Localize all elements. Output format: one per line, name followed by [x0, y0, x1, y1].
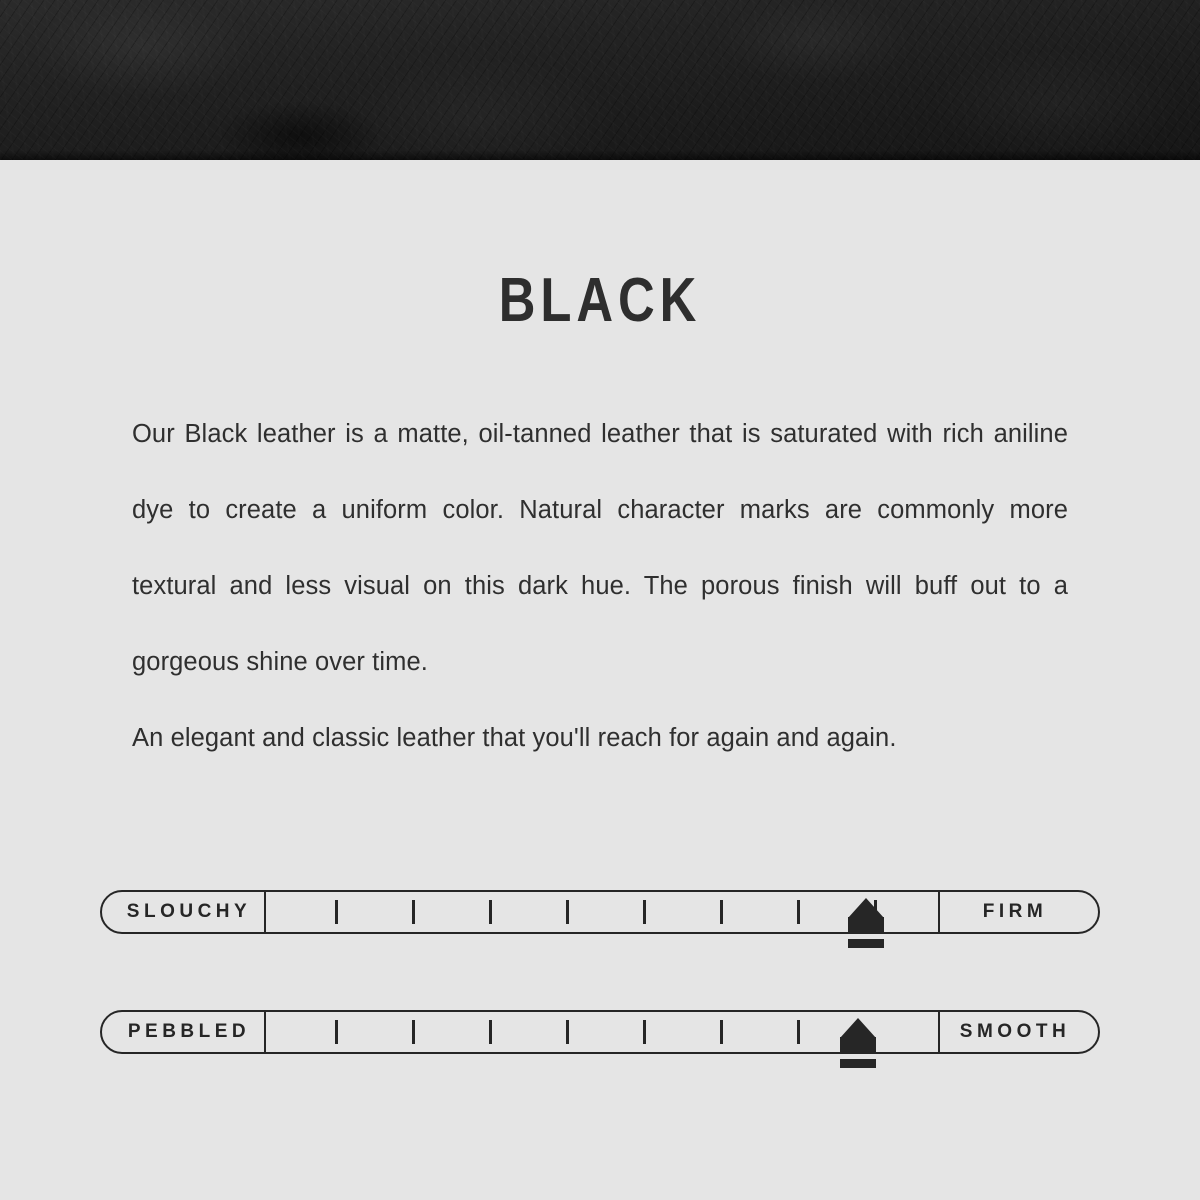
thumb-arrow-icon	[848, 898, 884, 918]
slider-left-label: SLOUCHY	[100, 890, 266, 934]
slider-tick	[335, 900, 338, 924]
slider-tick	[566, 1020, 569, 1044]
page-title: BLACK	[498, 266, 702, 335]
slider-tick	[797, 1020, 800, 1044]
slider-firmness[interactable]	[0, 880, 1200, 976]
swatch-edge-shadow	[0, 150, 1200, 160]
thumb-foot	[840, 1059, 876, 1068]
slider-tick	[335, 1020, 338, 1044]
slider-tick	[566, 900, 569, 924]
thumb-arrow-icon	[840, 1018, 876, 1038]
slider-tick	[643, 900, 646, 924]
attribute-sliders	[0, 880, 1200, 1096]
thumb-foot	[848, 939, 884, 948]
thumb-body	[840, 1037, 876, 1054]
slider-right-label: FIRM	[938, 890, 1100, 934]
slider-tick	[489, 1020, 492, 1044]
slider-right-label: SMOOTH	[938, 1010, 1100, 1054]
slider-tick	[489, 900, 492, 924]
slider-thumb[interactable]	[848, 898, 884, 954]
description-text	[132, 332, 1068, 776]
slider-texture[interactable]	[0, 1000, 1200, 1096]
slider-left-label: PEBBLED	[100, 1010, 266, 1054]
slider-tick	[797, 900, 800, 924]
description-body: Our Black leather is a matte, oil-tanned leather that is saturated with rich aniline dye to create a uniform color. Natural character marks are commonly more textural and less visual on this dark hue. The porous finish will buff out to a gorgeous shine over time.	[132, 420, 1068, 676]
slider-thumb[interactable]	[840, 1018, 876, 1074]
thumb-body	[848, 917, 884, 934]
card-content	[0, 160, 1200, 776]
slider-tick	[720, 900, 723, 924]
slider-tick	[643, 1020, 646, 1044]
slider-tick	[720, 1020, 723, 1044]
slider-tick	[412, 1020, 415, 1044]
black-leather-swatch	[0, 0, 1200, 160]
description-last-line: An elegant and classic leather that you'll reach for again and again.	[132, 724, 897, 752]
slider-tick	[412, 900, 415, 924]
